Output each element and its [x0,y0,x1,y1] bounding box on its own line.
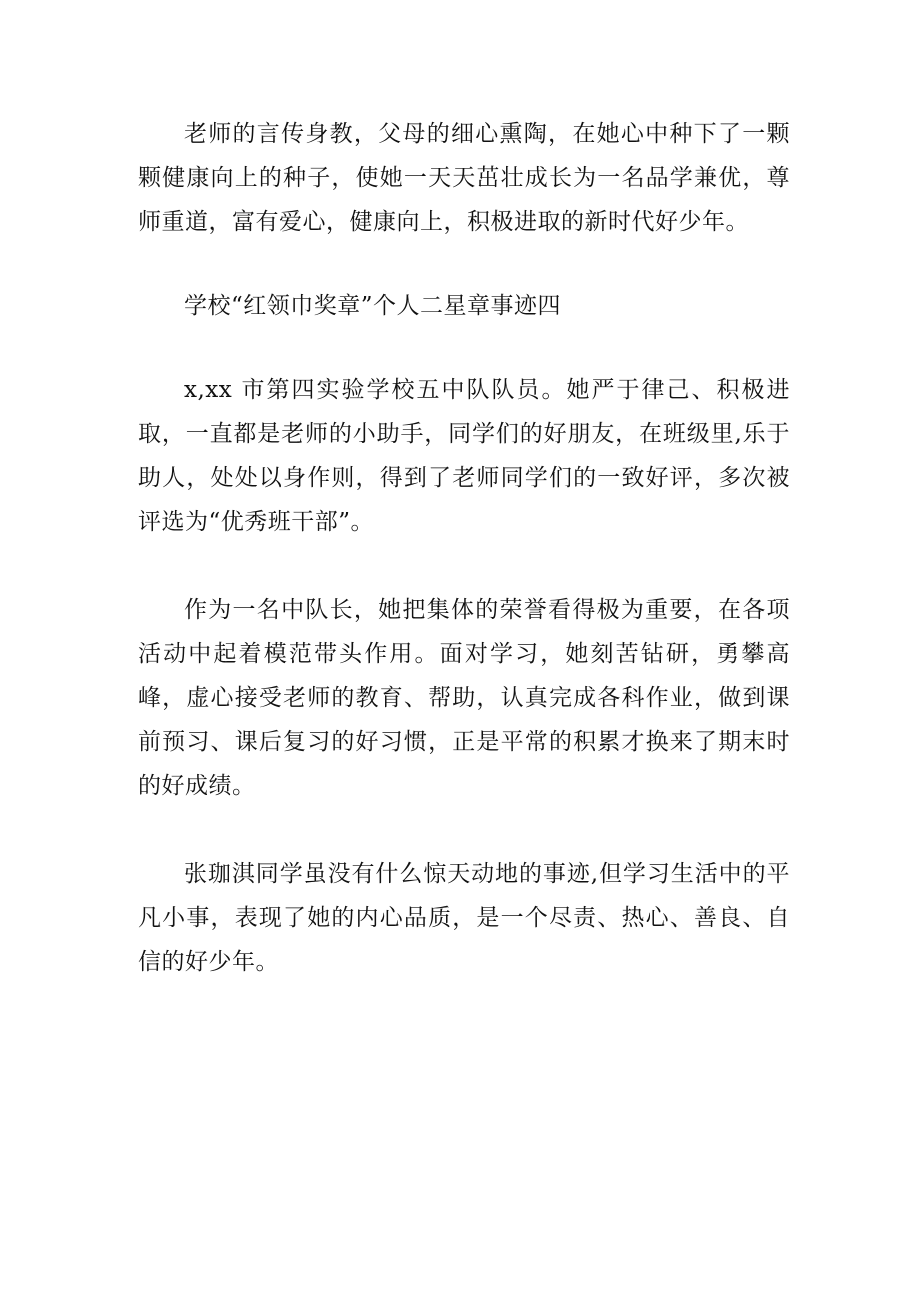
paragraph-squad-leader: 作为一名中队长，她把集体的荣誉看得极为重要，在各项活动中起着模范带头作用。面对学习，她刻苦钻研，勇攀高峰，虚心接受老师的教育、帮助，认真完成各科作业，做到课前预习、课后复习的好习惯，正是平常的积累才换来了期末时的好成绩。 [138,597,790,799]
paragraph-upbringing: 老师的言传身教，父母的细心熏陶，在她心中种下了一颗颗健康向上的种子，使她一天天茁壮成长为一名品学兼优，尊师重道，富有爱心，健康向上，积极进取的新时代好少年。 [138,121,790,235]
section-heading: 学校“红领巾奖章”个人二星章事迹四 [184,293,562,319]
paragraph-introduction: x,xx 市第四实验学校五中队队员。她严于律己、积极进取，一直都是老师的小助手，同学们的好朋友，在班级里,乐于助人，处处以身作则，得到了老师同学们的一致好评，多次被评选为“优秀班干部”。 [138,377,790,535]
paragraph-conclusion: 张珈淇同学虽没有什么惊天动地的事迹,但学习生活中的平凡小事，表现了她的内心品质，是一个尽责、热心、善良、自信的好少年。 [138,861,790,975]
